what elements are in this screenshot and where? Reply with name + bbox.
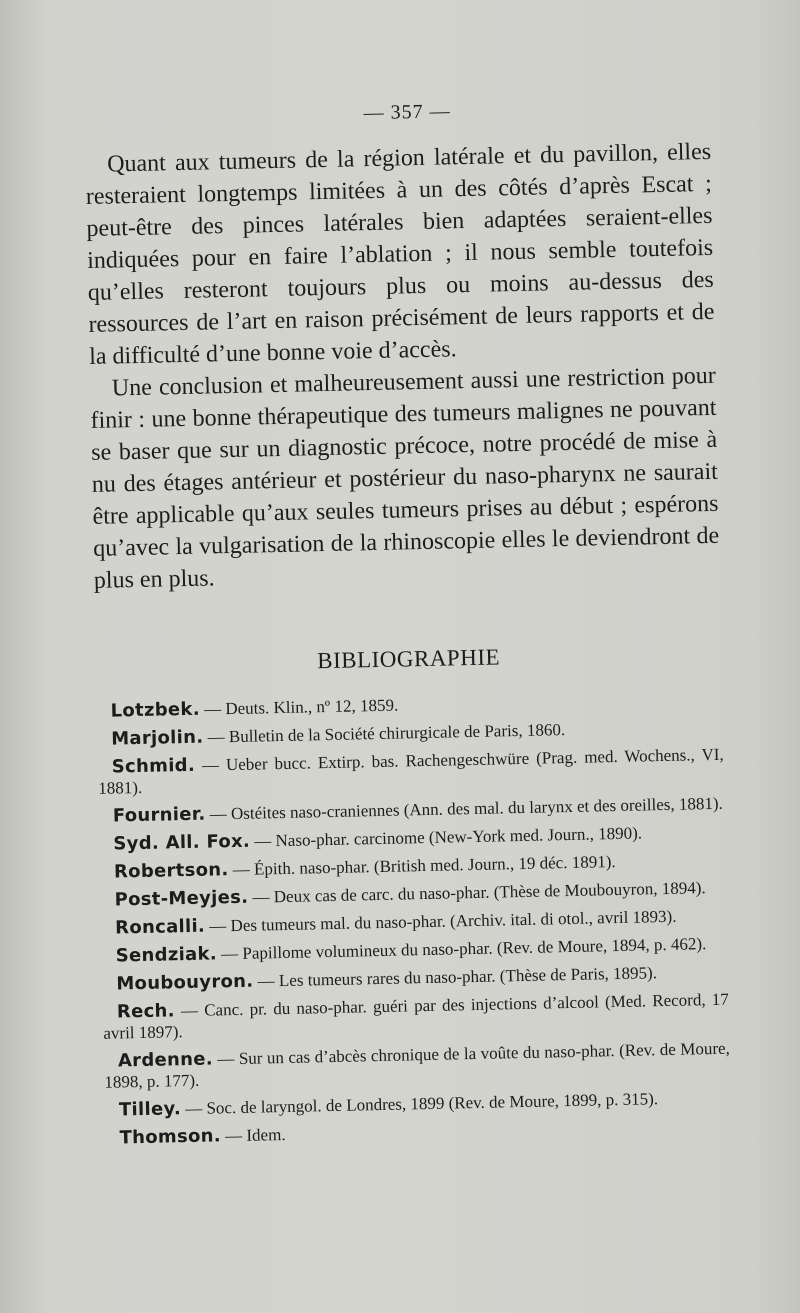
bib-author: Syd. All. Fox. [113, 830, 251, 855]
bib-reference: — Ueber bucc. Extirp. bas. Rachengeschwüre (Prag. med. Wochens., VI, 1881). [98, 744, 724, 798]
bib-author: Post-Meyjes. [114, 886, 249, 911]
bib-author: Lotzbek. [110, 698, 201, 722]
bibliography-entry [98, 744, 725, 799]
bib-reference: — Épith. naso-phar. (British med. Journ., 19 déc. 1891). [228, 852, 616, 880]
bib-reference: — Canc. pr. du naso-phar. guéri par des injections d’alcool (Med. Record, 17 avril 1897). [103, 989, 730, 1043]
bib-author: Fournier. [112, 803, 206, 827]
bib-author: Ardenne. [117, 1048, 214, 1072]
bib-reference: — Soc. de laryngol. de Londres, 1899 (Rev. de Moure, 1899, p. 315). [180, 1089, 659, 1119]
section-title: BIBLIOGRAPHIE [316, 644, 501, 674]
text-column [84, 95, 732, 1156]
paragraph: Quant aux tumeurs de la région latérale et du pavillon, elles resteraient longtemps limitées à un des côtés d’après Escat ; peut-être des pinces latérales bien adaptées seraient-elles indiquées pour en faire l’ablation ; il nous semble toutefois qu’elles resteront toujours plus ou moins au-dessus des ressources de l’art en raison précisément de leurs rapports et de la difficulté d’une bonne voie d’accès. [85, 138, 715, 370]
bib-author: Sendziak. [115, 943, 218, 967]
bib-author: Tilley. [118, 1098, 182, 1121]
bib-reference: — Papillome volumineux du naso-phar. (Rev. de Moure, 1894, p. 462). [216, 934, 707, 964]
bibliography-list [96, 688, 731, 1149]
bib-reference: — Sur un cas d’abcès chronique de la voûte du naso-phar. (Rev. de Moure, 1898, p. 177). [104, 1038, 731, 1092]
bib-reference: — Deux cas de carc. du naso-phar. (Thèse de Moubouyron, 1894). [248, 878, 706, 907]
bib-author: Thomson. [119, 1125, 222, 1149]
paragraph: Une conclusion et malheureusement aussi une restriction pour finir : une bonne thérapeutique des tumeurs malignes ne pouvant se baser que sur un diagnostic précoce, notre procédé de mise à nu des étages antérieur et postérieur du naso-pharynx ne saurait être applicable qu’aux seules tumeurs prises au début ; espérons qu’avec la vulgarisation de la rhinoscopie elles le deviendront de plus en plus. [90, 362, 720, 594]
bib-reference: — Ostéites naso-craniennes (Ann. des mal. du larynx et des oreilles, 1881). [205, 793, 723, 824]
page-number: — 357 — [363, 100, 451, 125]
bibliography-entry [104, 1038, 731, 1093]
body-text [85, 136, 720, 597]
bib-author: Moubouyron. [116, 970, 254, 995]
bib-author: Robertson. [113, 859, 229, 883]
bib-author: Roncalli. [114, 915, 206, 939]
bib-reference: — Des tumeurs mal. du naso-phar. (Archiv. ital. di otol., avril 1893). [204, 906, 677, 936]
bib-reference: — Les tumeurs rares du naso-phar. (Thèse de Paris, 1895). [253, 963, 658, 991]
bib-reference: — Naso-phar. carcinome (New-York med. Journ., 1890). [249, 823, 643, 851]
bib-author: Marjolin. [111, 726, 204, 750]
bib-reference: — Deuts. Klin., nº 12, 1859. [199, 695, 399, 719]
bibliography-entry [105, 1115, 731, 1149]
bib-author: Schmid. [111, 754, 196, 778]
bib-author: Rech. [116, 1000, 176, 1023]
bib-reference: — Idem. [220, 1125, 286, 1146]
bibliography-entry [103, 989, 730, 1044]
bib-reference: — Bulletin de la Société chirurgicale de Paris, 1860. [203, 720, 566, 747]
